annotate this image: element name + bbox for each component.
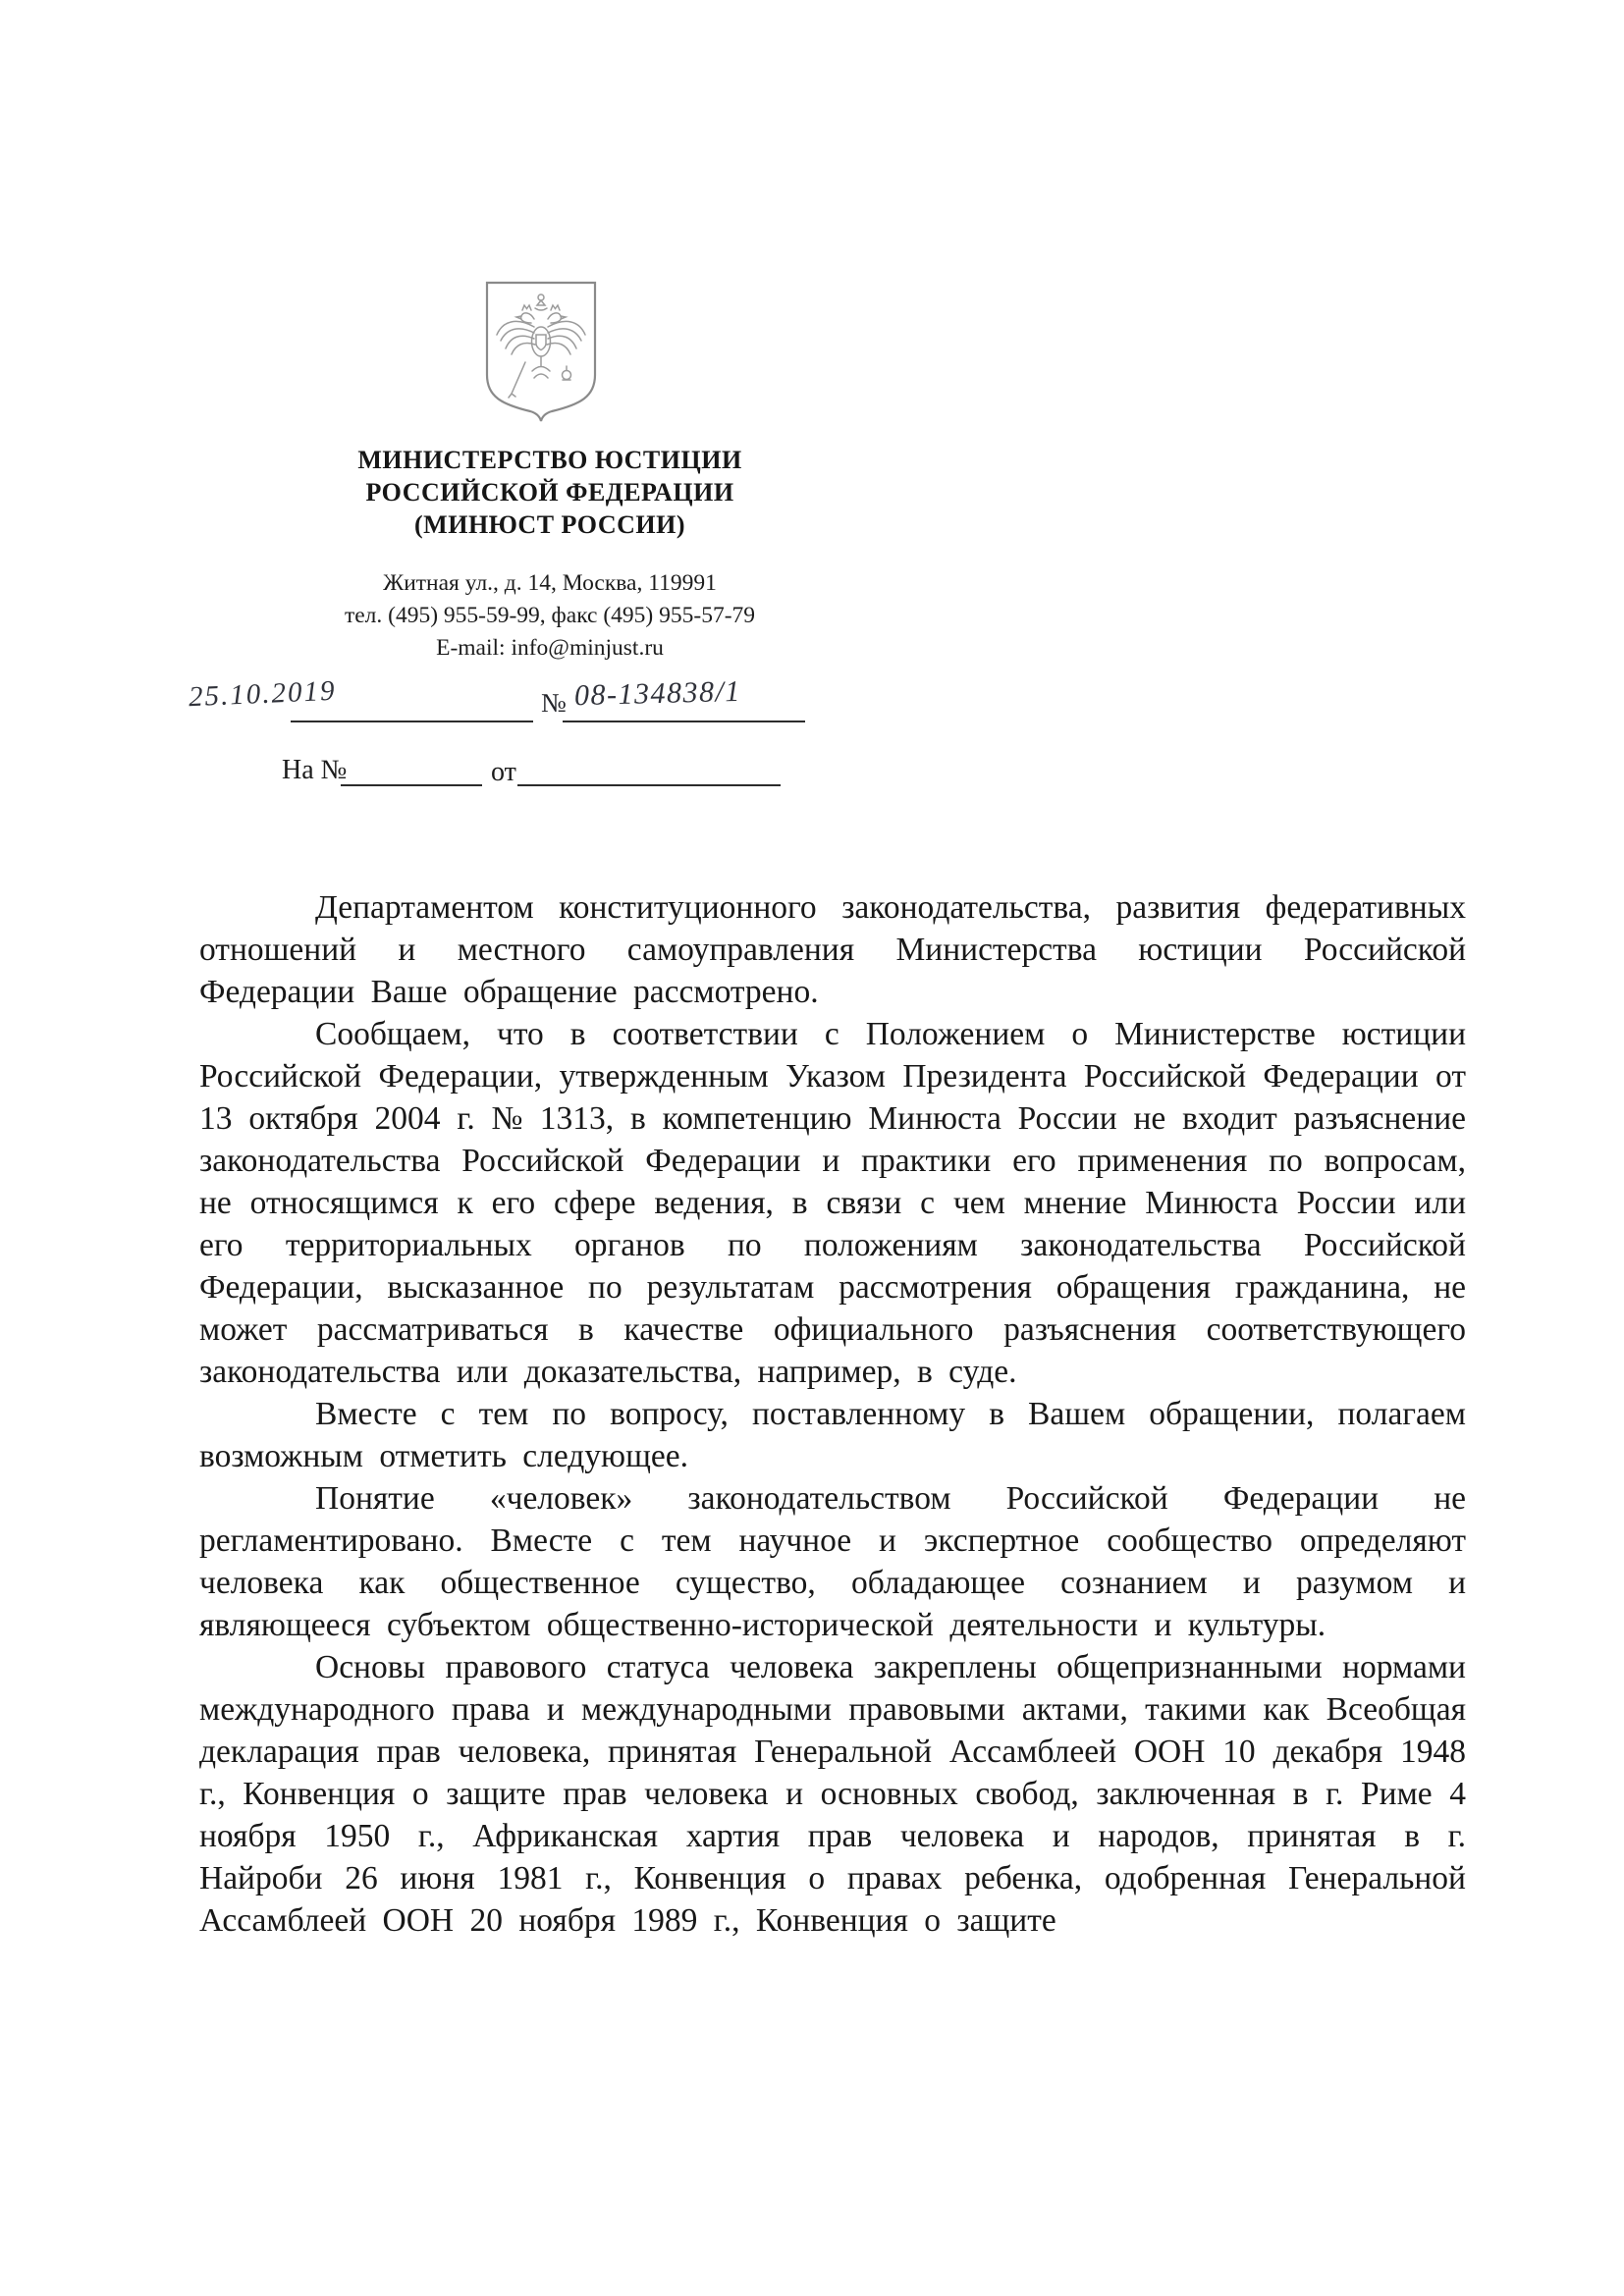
reply-date-underline	[517, 784, 781, 786]
coat-of-arms-icon	[479, 276, 603, 425]
body-paragraph: Понятие «человек» законодательством Российской Федерации не регламентировано. Вместе с тем научное и экспертное сообщество определяют человека как общественное существо, обладающее сознанием и разумом и являющееся субъектом общественно-исторической деятельности и культуры.	[199, 1480, 1466, 1643]
body-paragraph: Департаментом конституционного законодательства, развития федеративных отношений и местного самоуправления Министерства юстиции Российской Федерации Ваше обращение рассмотрено.	[199, 889, 1466, 1010]
body-paragraph: Сообщаем, что в соответствии с Положением о Министерстве юстиции Российской Федерации, утвержденным Указом Президента Российской Федерации от 13 октября 2004 г. № 1313, в компетенцию Минюста России не входит разъяснение законодательства Российской Федерации и практики его применения по вопросам, не относящимся к его сфере ведения, в связи с чем мнение Минюста России или его территориальных органов по положениям законодательства Российской Федерации, высказанное по результатам рассмотрения обращения гражданина, не может рассматриваться в качестве официального разъяснения соответствующего законодательства или доказательства, например, в суде.	[199, 1016, 1466, 1390]
ministry-name-line1: МИНИСТЕРСТВО ЮСТИЦИИ	[357, 446, 742, 474]
postal-address: Житная ул., д. 14, Москва, 119991	[383, 570, 717, 596]
phone-fax: тел. (495) 955-59-99, факс (495) 955-57-79	[344, 603, 756, 628]
ministry-name-line2: РОССИЙСКОЙ ФЕДЕРАЦИИ	[365, 478, 734, 507]
letter-body	[199, 886, 1466, 1942]
ministry-name	[187, 444, 913, 541]
reply-to-number-label: На №	[282, 755, 348, 785]
contact-block	[187, 567, 913, 665]
email: E-mail: info@minjust.ru	[436, 635, 664, 661]
ministry-name-line3: (МИНЮСТ РОССИИ)	[414, 510, 685, 539]
handwritten-date: 25.10.2019	[188, 674, 338, 714]
number-underline	[563, 721, 805, 722]
reply-number-underline	[341, 784, 482, 786]
handwritten-outgoing-number: 08-134838/1	[573, 674, 742, 713]
date-underline	[291, 721, 533, 722]
body-paragraph: Вместе с тем по вопросу, поставленному в Вашем обращении, полагаем возможным отметить следующее.	[199, 1396, 1466, 1474]
reply-from-label: от	[491, 757, 516, 787]
number-sign-label: №	[541, 688, 567, 718]
body-paragraph: Основы правового статуса человека закреплены общепризнанными нормами международного права и международными правовыми актами, такими как Всеобщая декларация прав человека, принятая Генеральной Ассамблеей ООН 10 декабря 1948 г., Конвенция о защите прав человека и основных свобод, заключенная в г. Риме 4 ноября 1950 г., Африканская хартия прав человека и народов, принятая в г. Найроби 26 июня 1981 г., Конвенция о правах ребенка, одобренная Генеральной Ассамблеей ООН 20 ноября 1989 г., Конвенция о защите	[199, 1649, 1466, 1939]
